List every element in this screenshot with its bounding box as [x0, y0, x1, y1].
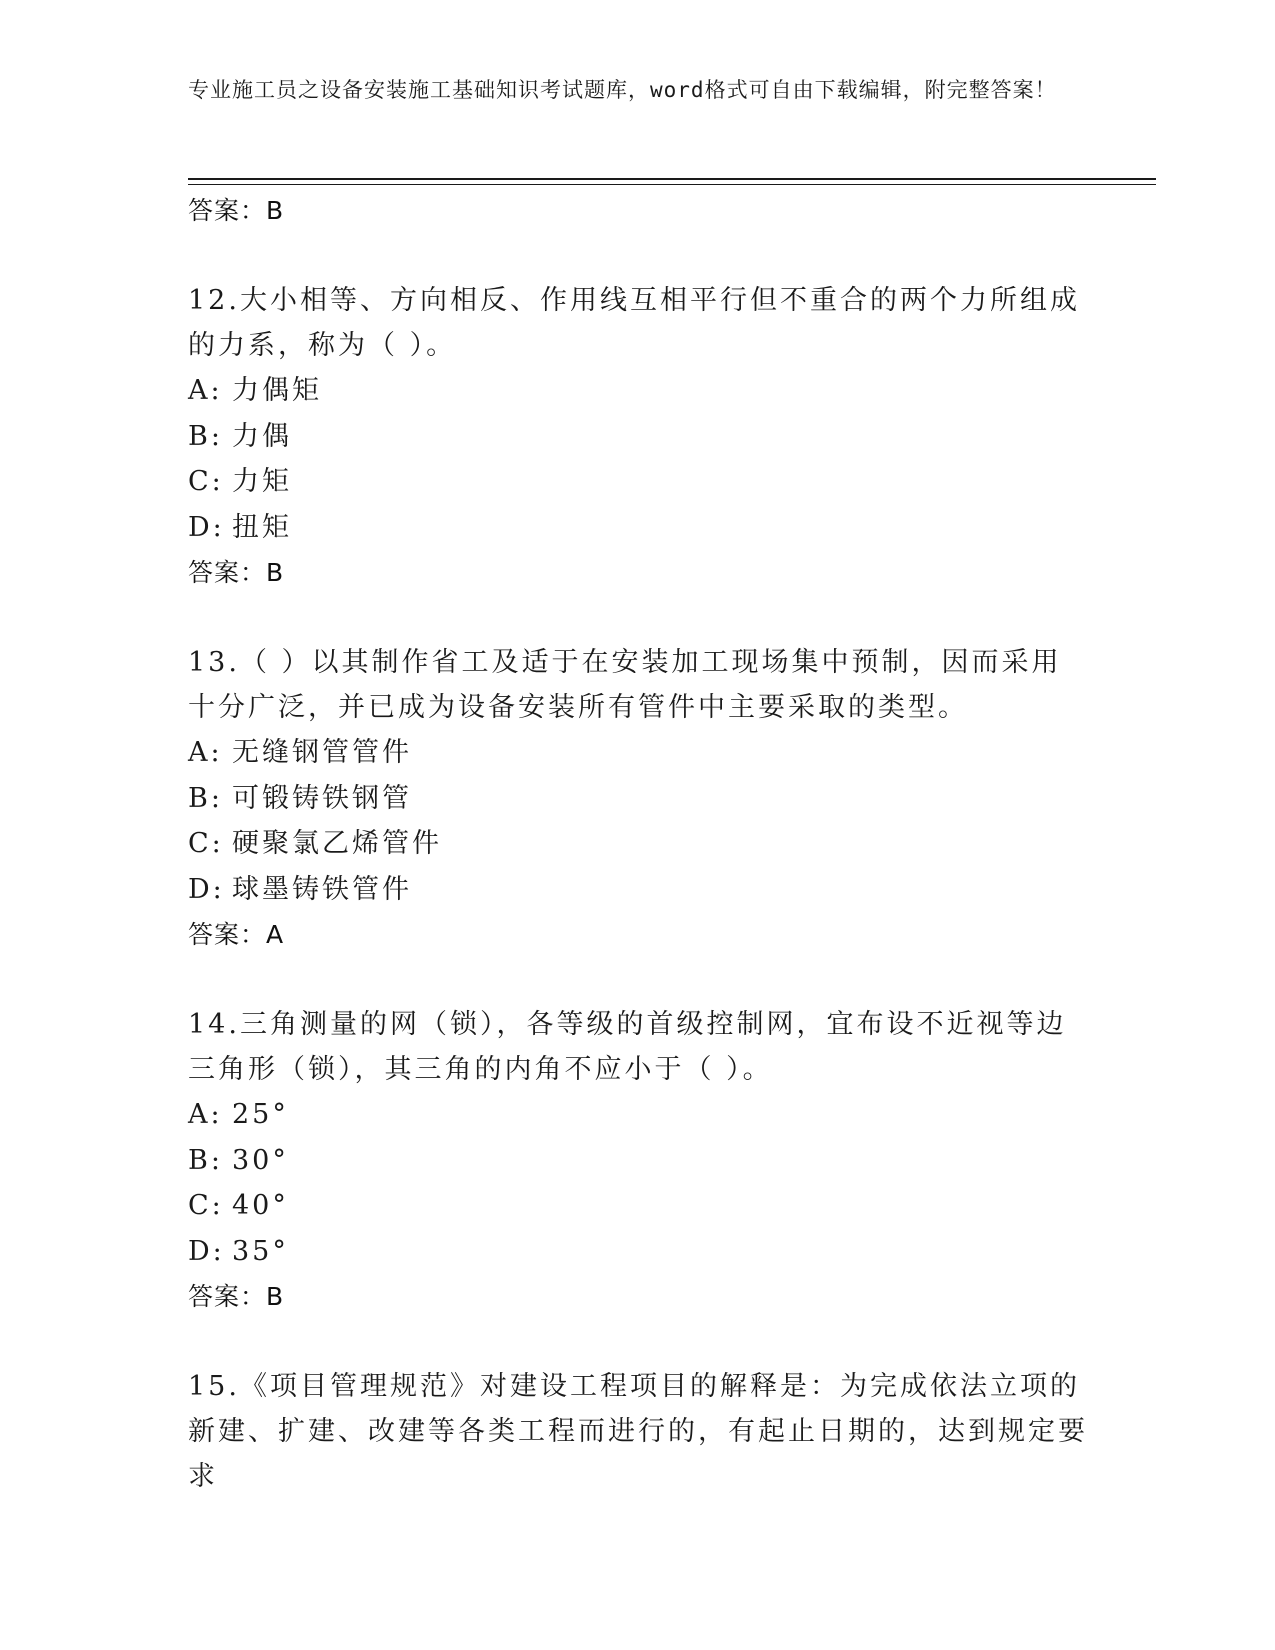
question-stem: 12.大小相等、方向相反、作用线互相平行但不重合的两个力所组成的力系，称为（ ）。 [188, 285, 1080, 361]
option-b [188, 414, 1088, 460]
option-text: 40° [232, 1190, 289, 1221]
option-text: 硬聚氯乙烯管件 [232, 828, 442, 859]
option-d [188, 1229, 1088, 1275]
option-text: 35° [232, 1235, 289, 1267]
option-letter: C: [188, 1190, 224, 1221]
option-text: 无缝钢管管件 [232, 737, 412, 768]
question-stem: 15.《项目管理规范》对建设工程项目的解释是：为完成依法立项的新建、扩建、改建等各类工程而进行的，有起止日期的，达到规定要求 [188, 1371, 1088, 1492]
option-letter: B: [188, 420, 223, 452]
option-text: 力偶 [232, 420, 292, 452]
answer-line: 答案：B [188, 558, 285, 587]
option-c [188, 1183, 1088, 1229]
question-14 [188, 1002, 1088, 1320]
option-text: 可锻铸铁钢管 [232, 782, 412, 814]
option-a [188, 1092, 1088, 1138]
option-c [188, 459, 1088, 505]
question-stem: 13.（ ）以其制作省工及适于在安装加工现场集中预制，因而采用十分广泛，并已成为设备安装所有管件中主要采取的类型。 [188, 647, 1062, 723]
option-letter: A: [188, 375, 223, 406]
option-letter: B: [188, 782, 223, 814]
option-text: 力矩 [232, 466, 292, 497]
option-a [188, 730, 1088, 776]
option-letter: A: [188, 1099, 223, 1130]
option-text: 25° [232, 1099, 289, 1130]
option-letter: D: [188, 1235, 225, 1267]
option-letter: A: [188, 737, 223, 768]
answer-line: 答案：B [188, 196, 285, 225]
answer-line: 答案：A [188, 920, 285, 949]
option-text: 扭矩 [232, 511, 292, 543]
option-a [188, 368, 1088, 414]
option-letter: C: [188, 828, 224, 859]
option-text: 30° [232, 1144, 289, 1176]
option-letter: D: [188, 873, 225, 905]
option-text: 力偶矩 [232, 375, 322, 406]
header-text: 专业施工员之设备安装施工基础知识考试题库，word格式可自由下载编辑，附完整答案！ [188, 78, 1057, 102]
option-letter: B: [188, 1144, 223, 1176]
header-rule-thin [188, 184, 1156, 185]
option-c [188, 821, 1088, 867]
question-stem: 14.三角测量的网（锁），各等级的首级控制网，宜布设不近视等边三角形（锁），其三角的内角不应小于（ ）。 [188, 1009, 1067, 1085]
option-text: 球墨铸铁管件 [232, 873, 412, 905]
option-letter: D: [188, 511, 225, 543]
option-b [188, 1138, 1088, 1184]
question-list [188, 188, 1088, 1499]
question-15 [188, 1364, 1088, 1499]
question-13 [188, 640, 1088, 958]
header-rule [188, 178, 1156, 180]
option-d [188, 505, 1088, 551]
answer-line: 答案：B [188, 1282, 285, 1311]
option-b [188, 776, 1088, 822]
option-d [188, 867, 1088, 913]
option-letter: C: [188, 466, 224, 497]
document-header [188, 72, 1068, 108]
question-12 [188, 278, 1088, 596]
